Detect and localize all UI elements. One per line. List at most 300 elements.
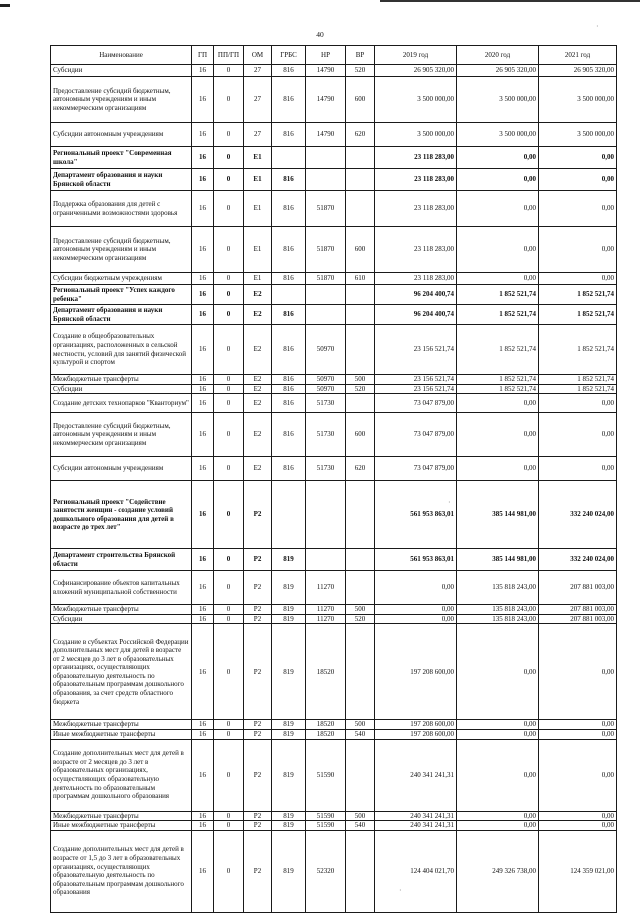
cell-ppgp: 0 — [214, 624, 244, 720]
cell-2019: 73 047 879,00 — [375, 457, 457, 481]
cell-2020: 385 144 981,00 — [457, 549, 539, 571]
cell-2020: 135 818 243,00 — [457, 614, 539, 624]
cell-2020: 0,00 — [457, 457, 539, 481]
cell-ppgp: 0 — [214, 571, 244, 605]
cell-ppgp: 0 — [214, 77, 244, 123]
cell-nr: 50970 — [306, 375, 346, 385]
header-gp: ГП — [192, 46, 214, 65]
cell-grbs — [272, 285, 306, 305]
cell-nr: 11270 — [306, 605, 346, 615]
cell-vr — [346, 481, 375, 549]
cell-2019: 240 341 241,31 — [375, 821, 457, 831]
cell-ppgp: 0 — [214, 457, 244, 481]
cell-2021: 0,00 — [539, 720, 617, 730]
cell-vr: 520 — [346, 384, 375, 394]
cell-grbs: 819 — [272, 830, 306, 912]
cell-2021: 0,00 — [539, 147, 617, 169]
cell-om: E2 — [244, 325, 272, 375]
cell-ppgp: 0 — [214, 549, 244, 571]
cell-2020: 249 326 738,00 — [457, 830, 539, 912]
cell-nr: 51730 — [306, 394, 346, 413]
cell-om: E2 — [244, 394, 272, 413]
cell-gp: 16 — [192, 375, 214, 385]
cell-grbs: 816 — [272, 77, 306, 123]
cell-nr: 11270 — [306, 614, 346, 624]
cell-nr: 51590 — [306, 739, 346, 811]
cell-gp: 16 — [192, 65, 214, 77]
cell-om: E1 — [244, 169, 272, 191]
table-row — [51, 384, 617, 394]
cell-2020: 0,00 — [457, 739, 539, 811]
table-row — [51, 123, 617, 147]
cell-2020: 1 852 521,74 — [457, 285, 539, 305]
cell-ppgp: 0 — [214, 605, 244, 615]
cell-2019: 0,00 — [375, 614, 457, 624]
cell-ppgp: 0 — [214, 481, 244, 549]
cell-2020: 0,00 — [457, 191, 539, 227]
cell-gp: 16 — [192, 457, 214, 481]
cell-2021: 0,00 — [539, 821, 617, 831]
cell-grbs: 819 — [272, 624, 306, 720]
cell-om: P2 — [244, 624, 272, 720]
cell-2019: 73 047 879,00 — [375, 394, 457, 413]
cell-2019: 197 208 600,00 — [375, 720, 457, 730]
cell-om: 27 — [244, 77, 272, 123]
table-row — [51, 305, 617, 325]
table-row — [51, 191, 617, 227]
cell-2021: 207 881 003,00 — [539, 605, 617, 615]
cell-gp: 16 — [192, 285, 214, 305]
table-row — [51, 830, 617, 912]
cell-2019: 561 953 863,01 — [375, 549, 457, 571]
cell-gp: 16 — [192, 305, 214, 325]
cell-nr: 52320 — [306, 830, 346, 912]
cell-2021: 0,00 — [539, 457, 617, 481]
table-row — [51, 624, 617, 720]
cell-nr: 51870 — [306, 273, 346, 285]
header-name: Наименование — [51, 46, 192, 65]
cell-2019: 23 118 283,00 — [375, 169, 457, 191]
cell-ppgp: 0 — [214, 384, 244, 394]
cell-vr: 520 — [346, 614, 375, 624]
cell-om: P2 — [244, 614, 272, 624]
cell-name: Предоставление субсидий бюджетным, автономным учреждениям и иным некоммерческим организациям — [51, 77, 192, 123]
cell-gp: 16 — [192, 729, 214, 739]
table-row — [51, 720, 617, 730]
cell-ppgp: 0 — [214, 739, 244, 811]
cell-ppgp: 0 — [214, 821, 244, 831]
cell-2021: 0,00 — [539, 624, 617, 720]
cell-om: P2 — [244, 830, 272, 912]
cell-ppgp: 0 — [214, 413, 244, 457]
cell-ppgp: 0 — [214, 123, 244, 147]
cell-ppgp: 0 — [214, 830, 244, 912]
cell-grbs: 819 — [272, 811, 306, 821]
cell-name: Департамент образования и науки Брянской области — [51, 169, 192, 191]
table-row — [51, 169, 617, 191]
cell-gp: 16 — [192, 605, 214, 615]
cell-nr: 50970 — [306, 325, 346, 375]
cell-ppgp: 0 — [214, 285, 244, 305]
cell-vr: 520 — [346, 65, 375, 77]
cell-vr — [346, 305, 375, 325]
cell-gp: 16 — [192, 811, 214, 821]
cell-gp: 16 — [192, 77, 214, 123]
page-number: 40 — [316, 30, 324, 39]
table-row — [51, 605, 617, 615]
cell-ppgp: 0 — [214, 147, 244, 169]
cell-name: Департамент образования и науки Брянской области — [51, 305, 192, 325]
table-row — [51, 273, 617, 285]
table-row — [51, 739, 617, 811]
cell-om: E2 — [244, 285, 272, 305]
cell-2020: 135 818 243,00 — [457, 571, 539, 605]
cell-nr — [306, 549, 346, 571]
cell-name: Поддержка образования для детей с ограниченными возможностями здоровья — [51, 191, 192, 227]
cell-2020: 135 818 243,00 — [457, 605, 539, 615]
cell-vr — [346, 169, 375, 191]
cell-gp: 16 — [192, 123, 214, 147]
table-row — [51, 325, 617, 375]
cell-2019: 23 156 521,74 — [375, 375, 457, 385]
cell-nr — [306, 147, 346, 169]
cell-vr: 500 — [346, 375, 375, 385]
cell-om: E1 — [244, 191, 272, 227]
cell-gp: 16 — [192, 394, 214, 413]
table-row — [51, 571, 617, 605]
cell-2019: 197 208 600,00 — [375, 729, 457, 739]
cell-2020: 1 852 521,74 — [457, 305, 539, 325]
cell-2021: 332 240 024,00 — [539, 481, 617, 549]
cell-grbs: 819 — [272, 729, 306, 739]
cell-ppgp: 0 — [214, 394, 244, 413]
cell-name: Иные межбюджетные трансферты — [51, 821, 192, 831]
cell-nr: 14790 — [306, 65, 346, 77]
cell-nr: 11270 — [306, 571, 346, 605]
header-row — [51, 46, 617, 65]
cell-grbs: 816 — [272, 413, 306, 457]
cell-om: E2 — [244, 305, 272, 325]
cell-name: Создание дополнительных мест для детей в возрасте от 1,5 до 3 лет в образовательных организациях, осуществляющих образовательную деятельность по образовательным программам дошкольного образования — [51, 830, 192, 912]
cell-name: Субсидии — [51, 65, 192, 77]
cell-2020: 26 905 320,00 — [457, 65, 539, 77]
cell-2020: 0,00 — [457, 147, 539, 169]
cell-name: Субсидии автономным учреждениям — [51, 123, 192, 147]
cell-2021: 1 852 521,74 — [539, 384, 617, 394]
cell-om: P2 — [244, 481, 272, 549]
cell-nr: 51730 — [306, 413, 346, 457]
cell-2019: 124 404 021,70 — [375, 830, 457, 912]
cell-2019: 26 905 320,00 — [375, 65, 457, 77]
cell-vr: 610 — [346, 273, 375, 285]
cell-grbs: 816 — [272, 227, 306, 273]
cell-name: Предоставление субсидий бюджетным, автономным учреждениям и иным некоммерческим организациям — [51, 413, 192, 457]
header-grbs: ГРБС — [272, 46, 306, 65]
cell-vr: 620 — [346, 457, 375, 481]
cell-vr: 600 — [346, 77, 375, 123]
cell-ppgp: 0 — [214, 227, 244, 273]
cell-om: E1 — [244, 273, 272, 285]
cell-vr — [346, 285, 375, 305]
cell-ppgp: 0 — [214, 729, 244, 739]
cell-2019: 96 204 400,74 — [375, 285, 457, 305]
cell-vr — [346, 394, 375, 413]
cell-2021: 0,00 — [539, 394, 617, 413]
cell-nr: 18520 — [306, 624, 346, 720]
cell-om: P2 — [244, 739, 272, 811]
cell-2019: 0,00 — [375, 605, 457, 615]
header-om: ОМ — [244, 46, 272, 65]
cell-2019: 96 204 400,74 — [375, 305, 457, 325]
cell-om: E1 — [244, 147, 272, 169]
cell-vr: 500 — [346, 811, 375, 821]
cell-2021: 0,00 — [539, 227, 617, 273]
cell-2019: 197 208 600,00 — [375, 624, 457, 720]
cell-vr: 540 — [346, 729, 375, 739]
cell-name: Субсидии — [51, 384, 192, 394]
scan-speck: · — [399, 886, 402, 895]
cell-gp: 16 — [192, 147, 214, 169]
header-ppgp: ПП/ГП — [214, 46, 244, 65]
cell-2021: 0,00 — [539, 729, 617, 739]
cell-om: P2 — [244, 811, 272, 821]
header-nr: НР — [306, 46, 346, 65]
cell-ppgp: 0 — [214, 65, 244, 77]
cell-gp: 16 — [192, 481, 214, 549]
cell-ppgp: 0 — [214, 811, 244, 821]
header-2020: 2020 год — [457, 46, 539, 65]
cell-2019: 3 500 000,00 — [375, 77, 457, 123]
cell-2020: 1 852 521,74 — [457, 384, 539, 394]
cell-grbs: 816 — [272, 384, 306, 394]
cell-om: E2 — [244, 375, 272, 385]
cell-grbs — [272, 481, 306, 549]
cell-nr — [306, 481, 346, 549]
cell-2020: 0,00 — [457, 729, 539, 739]
cell-nr: 18520 — [306, 729, 346, 739]
cell-nr: 50970 — [306, 384, 346, 394]
cell-vr: 500 — [346, 720, 375, 730]
cell-ppgp: 0 — [214, 720, 244, 730]
cell-2020: 0,00 — [457, 624, 539, 720]
cell-vr — [346, 739, 375, 811]
cell-ppgp: 0 — [214, 305, 244, 325]
table-row — [51, 811, 617, 821]
cell-om: E2 — [244, 413, 272, 457]
cell-name: Создание в субъектах Российской Федерации дополнительных мест для детей в возрасте от 2 месяцев до 3 лет в образовательных организациях, осуществляющих образовательную деятельность по образовательным программам дошкольного образования, за счет средств областного бюджета — [51, 624, 192, 720]
cell-2019: 561 953 863,01 — [375, 481, 457, 549]
cell-2019: 23 118 283,00 — [375, 147, 457, 169]
cell-ppgp: 0 — [214, 614, 244, 624]
cell-vr: 620 — [346, 123, 375, 147]
table-body — [51, 65, 617, 913]
cell-om: 27 — [244, 123, 272, 147]
cell-nr: 14790 — [306, 123, 346, 147]
scan-speck: · — [448, 498, 451, 507]
cell-vr: 600 — [346, 413, 375, 457]
cell-2019: 240 341 241,31 — [375, 811, 457, 821]
top-edge-line — [380, 0, 640, 2]
cell-2019: 23 118 283,00 — [375, 191, 457, 227]
table-row — [51, 147, 617, 169]
cell-gp: 16 — [192, 273, 214, 285]
cell-2019: 23 156 521,74 — [375, 384, 457, 394]
cell-gp: 16 — [192, 571, 214, 605]
cell-2020: 3 500 000,00 — [457, 77, 539, 123]
cell-grbs: 819 — [272, 821, 306, 831]
cell-grbs: 816 — [272, 375, 306, 385]
cell-name: Межбюджетные трансферты — [51, 605, 192, 615]
header-2021: 2021 год — [539, 46, 617, 65]
cell-2021: 1 852 521,74 — [539, 305, 617, 325]
cell-ppgp: 0 — [214, 191, 244, 227]
cell-nr: 18520 — [306, 720, 346, 730]
cell-2020: 3 500 000,00 — [457, 123, 539, 147]
cell-ppgp: 0 — [214, 325, 244, 375]
cell-vr: 540 — [346, 821, 375, 831]
cell-grbs: 816 — [272, 273, 306, 285]
cell-2019: 0,00 — [375, 571, 457, 605]
cell-2020: 0,00 — [457, 720, 539, 730]
table-row — [51, 457, 617, 481]
cell-2020: 0,00 — [457, 227, 539, 273]
cell-gp: 16 — [192, 739, 214, 811]
header-vr: ВР — [346, 46, 375, 65]
cell-nr: 51870 — [306, 191, 346, 227]
cell-nr: 14790 — [306, 77, 346, 123]
edge-mark — [0, 4, 10, 7]
table-row — [51, 394, 617, 413]
cell-2021: 0,00 — [539, 169, 617, 191]
cell-om: E2 — [244, 457, 272, 481]
cell-om: P2 — [244, 729, 272, 739]
table-row — [51, 729, 617, 739]
cell-name: Департамент строительства Брянской области — [51, 549, 192, 571]
cell-2020: 0,00 — [457, 413, 539, 457]
cell-vr — [346, 147, 375, 169]
cell-gp: 16 — [192, 830, 214, 912]
cell-grbs: 816 — [272, 457, 306, 481]
header-2019: 2019 год — [375, 46, 457, 65]
cell-nr: 51590 — [306, 821, 346, 831]
cell-nr: 51590 — [306, 811, 346, 821]
cell-grbs: 819 — [272, 739, 306, 811]
cell-grbs: 819 — [272, 720, 306, 730]
cell-nr — [306, 169, 346, 191]
cell-2021: 124 359 021,00 — [539, 830, 617, 912]
cell-vr — [346, 624, 375, 720]
cell-name: Субсидии бюджетным учреждениям — [51, 273, 192, 285]
cell-name: Региональный проект "Успех каждого ребенка" — [51, 285, 192, 305]
table-row — [51, 481, 617, 549]
cell-2019: 23 156 521,74 — [375, 325, 457, 375]
cell-2020: 0,00 — [457, 821, 539, 831]
cell-ppgp: 0 — [214, 273, 244, 285]
cell-grbs: 816 — [272, 191, 306, 227]
cell-2021: 332 240 024,00 — [539, 549, 617, 571]
cell-2020: 0,00 — [457, 169, 539, 191]
cell-om: P2 — [244, 605, 272, 615]
cell-ppgp: 0 — [214, 375, 244, 385]
cell-gp: 16 — [192, 720, 214, 730]
cell-2019: 240 341 241,31 — [375, 739, 457, 811]
cell-vr — [346, 325, 375, 375]
cell-nr — [306, 285, 346, 305]
cell-2021: 0,00 — [539, 811, 617, 821]
budget-table — [50, 45, 617, 913]
cell-2021: 0,00 — [539, 273, 617, 285]
cell-2021: 1 852 521,74 — [539, 325, 617, 375]
cell-name: Субсидии автономным учреждениям — [51, 457, 192, 481]
cell-gp: 16 — [192, 227, 214, 273]
cell-grbs: 819 — [272, 571, 306, 605]
cell-2021: 0,00 — [539, 739, 617, 811]
table-row — [51, 65, 617, 77]
cell-grbs: 816 — [272, 123, 306, 147]
cell-vr — [346, 191, 375, 227]
cell-gp: 16 — [192, 413, 214, 457]
cell-grbs: 816 — [272, 65, 306, 77]
cell-2021: 1 852 521,74 — [539, 285, 617, 305]
table-row — [51, 549, 617, 571]
table-row — [51, 821, 617, 831]
cell-2021: 1 852 521,74 — [539, 375, 617, 385]
cell-name: Создание дополнительных мест для детей в возрасте от 2 месяцев до 3 лет в образовательных организациях, осуществляющих образовательную деятельность по образовательным программам дошкольного образования — [51, 739, 192, 811]
cell-2020: 385 144 981,00 — [457, 481, 539, 549]
table-row — [51, 77, 617, 123]
cell-grbs: 816 — [272, 394, 306, 413]
cell-nr — [306, 305, 346, 325]
cell-grbs: 816 — [272, 169, 306, 191]
cell-om: P2 — [244, 549, 272, 571]
cell-om: E2 — [244, 384, 272, 394]
cell-gp: 16 — [192, 549, 214, 571]
cell-om: P2 — [244, 571, 272, 605]
cell-2021: 26 905 320,00 — [539, 65, 617, 77]
scan-speck: · — [596, 22, 599, 31]
cell-vr — [346, 571, 375, 605]
cell-gp: 16 — [192, 624, 214, 720]
cell-2019: 3 500 000,00 — [375, 123, 457, 147]
cell-2019: 23 118 283,00 — [375, 273, 457, 285]
table-row — [51, 413, 617, 457]
cell-2021: 207 881 003,00 — [539, 614, 617, 624]
cell-name: Создание в общеобразовательных организациях, расположенных в сельской местности, условий для занятий физической культурой и спортом — [51, 325, 192, 375]
cell-2021: 3 500 000,00 — [539, 77, 617, 123]
cell-grbs — [272, 147, 306, 169]
cell-om: P2 — [244, 720, 272, 730]
cell-name: Региональный проект "Современная школа" — [51, 147, 192, 169]
cell-gp: 16 — [192, 325, 214, 375]
cell-2020: 0,00 — [457, 394, 539, 413]
cell-gp: 16 — [192, 384, 214, 394]
cell-grbs: 819 — [272, 605, 306, 615]
cell-2020: 0,00 — [457, 811, 539, 821]
table-row — [51, 227, 617, 273]
cell-2021: 3 500 000,00 — [539, 123, 617, 147]
cell-vr — [346, 830, 375, 912]
cell-om: E1 — [244, 227, 272, 273]
cell-name: Межбюджетные трансферты — [51, 720, 192, 730]
cell-gp: 16 — [192, 191, 214, 227]
table-row — [51, 614, 617, 624]
cell-om: P2 — [244, 821, 272, 831]
cell-grbs: 816 — [272, 325, 306, 375]
cell-vr: 600 — [346, 227, 375, 273]
cell-name: Межбюджетные трансферты — [51, 375, 192, 385]
cell-grbs: 816 — [272, 305, 306, 325]
cell-vr: 500 — [346, 605, 375, 615]
